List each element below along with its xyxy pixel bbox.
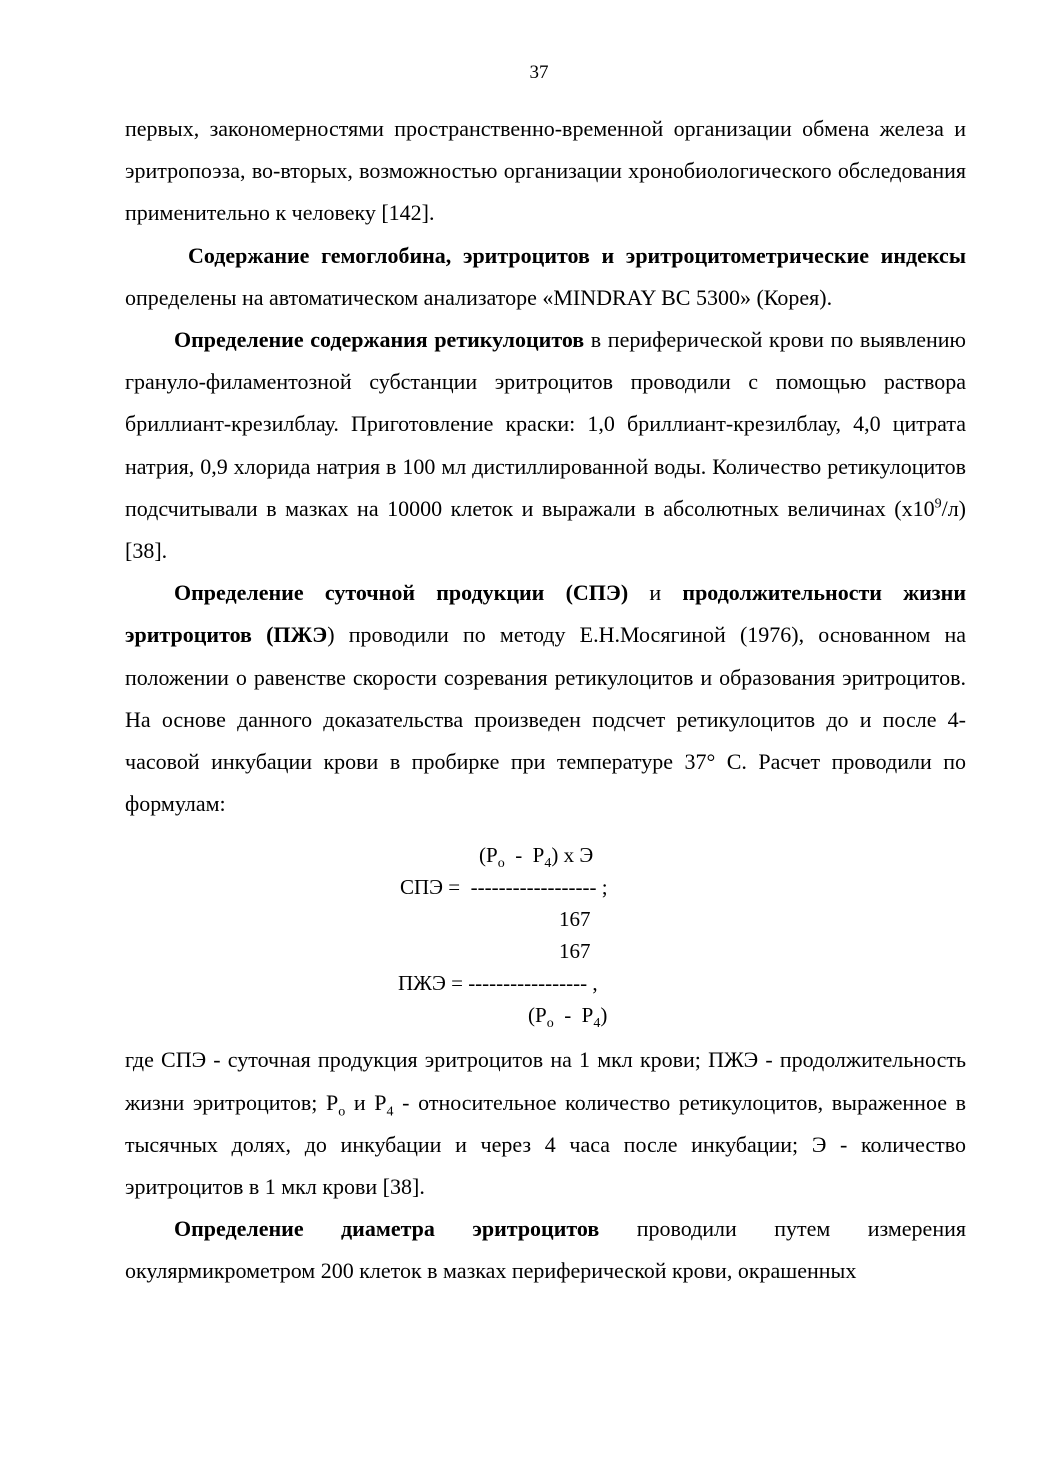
formula2-denominator: $(Р_о - Р_4)$ [528,1003,608,1032]
formula-block [125,839,966,1031]
paragraph-text: проводили путем измерения окулярмикрометром 200 клеток в мазках периферической крови, окрашенных [125,1216,966,1284]
paragraph-text: первых, закономерностями пространственно-временной организации обмена железа и эритропоэза, во-вторых, возможностью организации хронобиологического обследования применительно к человеку [142]. [125,116,966,226]
bold-term: продолжительности жизни эритроцитов (ПЖЭ [125,580,966,648]
paragraph-hemoglobin [125,235,966,319]
paragraph-text: определены на автоматическом анализаторе «MINDRAY BC 5300» (Корея). [125,284,833,310]
superscript: 9 [934,496,942,512]
paragraph-daily-production [125,572,966,825]
formula1-denominator: 167 [559,907,591,932]
paragraph-formula-legend: где СПЭ - суточная продукция эритроцитов на 1 мкл крови; ПЖЭ - продолжительность жизни эритроцитов; $Р_о$ и $Р_4$ - относительное количество ретикулоцитов, выраженное в тысячных долях, до инкубации и через 4 часа после инкубации; Э - количество эритроцитов в 1 мкл крови [38]. [125,1047,967,1200]
paragraph-text: ) проводили по методу Е.Н.Мосягиной (1976), основанном на положении о равенстве скорости созревания ретикулоцитов и образования эритроцитов. На основе данного доказательства произведен подсчет ретикулоцитов до и после 4-часовой инкубации крови в пробирке при температуре 37° С. Расчет проводили по формулам: [125,622,966,817]
formula2-numerator: 167 [559,939,591,964]
bold-term: Определение диаметра эритроцитов [174,1216,600,1242]
document-body [125,108,966,1293]
paragraph-reticulocytes [125,319,966,572]
page-number: 37 [529,62,549,83]
formula1-lhs: СПЭ = ------------------ ; [400,875,608,900]
bold-term: Определение содержания ретикулоцитов [174,327,585,353]
formula1-numerator: $(Р_о - Р_4)$ х Э [479,843,594,872]
paragraph-text: и [628,580,683,606]
formula2-lhs: ПЖЭ = ----------------- , [398,971,598,996]
bold-term: Содержание гемоглобина, эритроцитов и эритроцитометрические индексы [188,242,966,268]
bold-term: Определение суточной продукции (СПЭ) [174,580,629,606]
paragraph-intro-continuation [125,108,966,235]
paragraph-text: в периферической крови по выявлению грануло-филаментозной субстанции эритроцитов проводили с помощью раствора бриллиант-крезилблау. Приготовление краски: 1,0 бриллиант-крезилблау, 4,0 цитрата натрия, 0,9 хлорида натрия в 100 мл дистиллированной воды. Количество ретикулоцитов подсчитывали в мазках на 10000 клеток и выражали в абсолютных величинах (х10 [125,327,966,521]
paragraph-diameter [125,1208,966,1292]
paragraph-text: /л) [38]. [125,495,966,564]
